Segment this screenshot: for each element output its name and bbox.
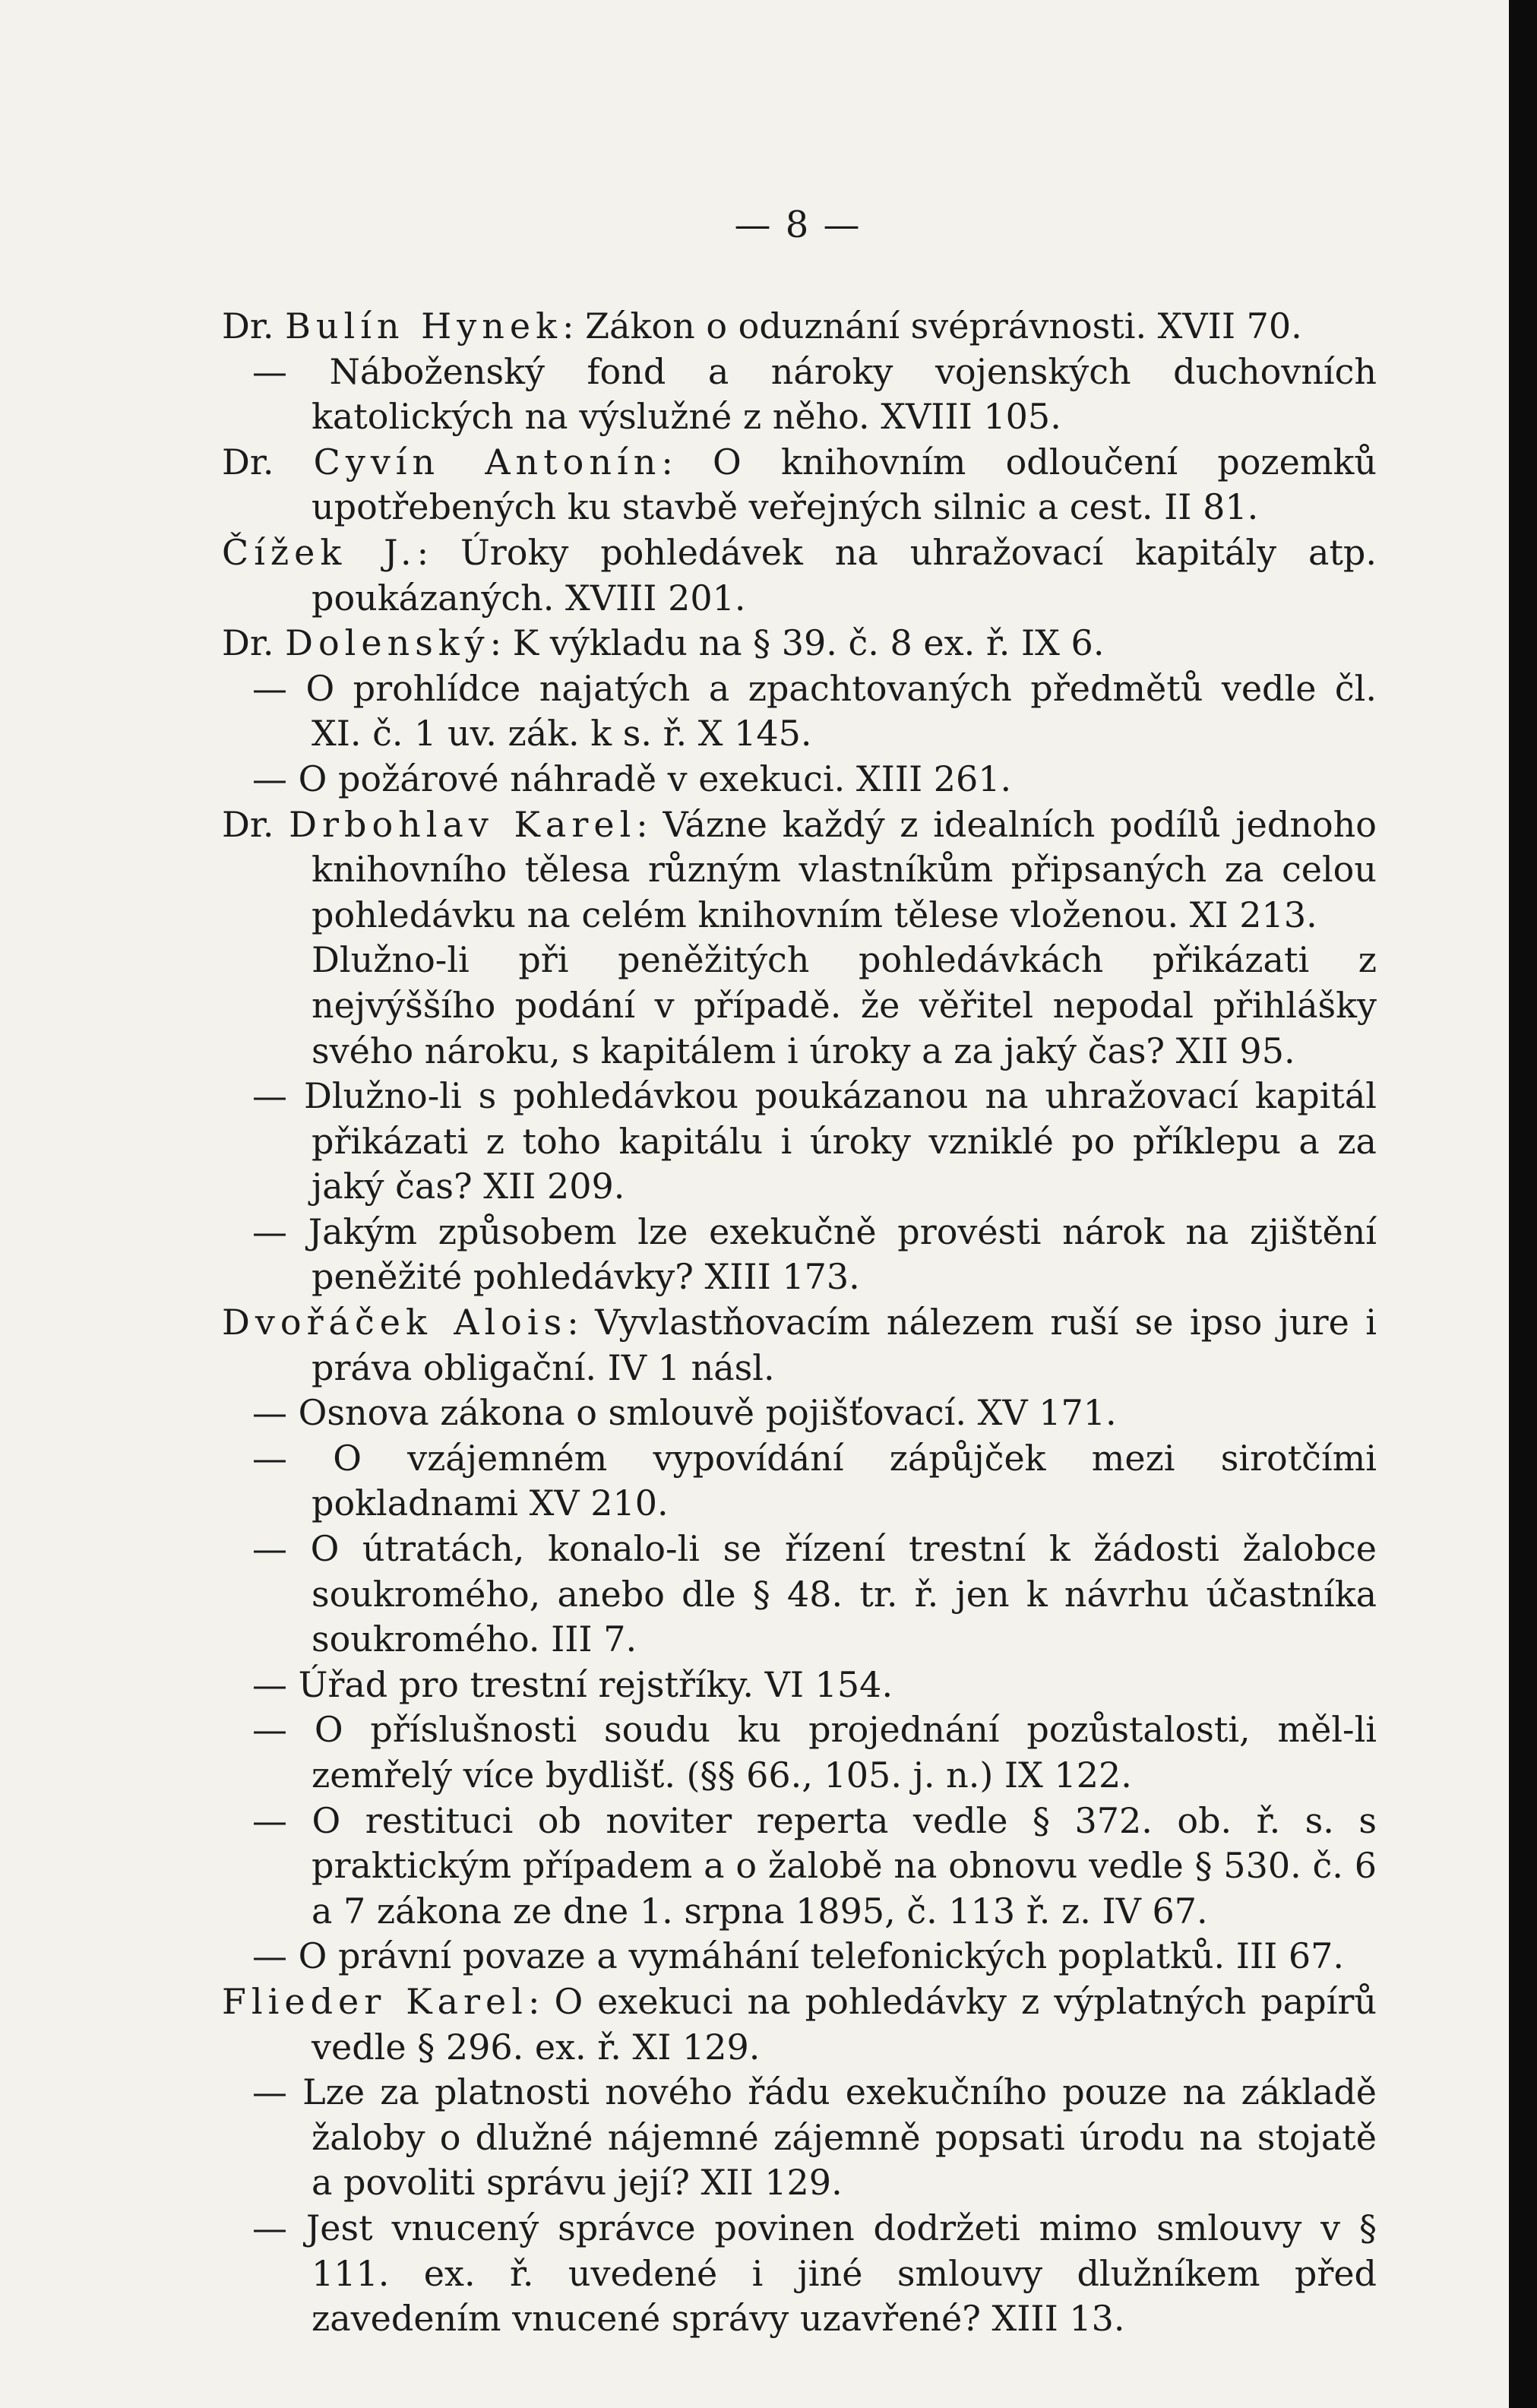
entry-text: Dlužno-li s pohledávkou poukázanou na uhražovací kapitál přikázati z toho kapitálu i úroky vzniklé po příklepu a za jaký čas? XII 209. [303, 1075, 1377, 1207]
entry-dash: — [252, 1210, 308, 1252]
author-index [222, 304, 1377, 2342]
entry-text: Náboženský fond a nároky vojenských duchovních katolických na výslužné z něho. XVIII 105. [312, 350, 1377, 438]
index-entry-continuation [222, 1074, 1377, 1210]
entry-text: : O knihovním odloučení pozemků upotřebených ku stavbě veřejných silnic a cest. II 81. [312, 441, 1377, 528]
entry-prefix: Dr. [222, 441, 314, 483]
entry-dash: — [252, 1663, 299, 1705]
entry-prefix: Dr. [222, 305, 286, 346]
entry-text: O prohlídce najatých a zpachtovaných předmětů vedle čl. XI. č. 1 uv. zák. k s. ř. X 145. [305, 667, 1377, 755]
index-entry-continuation [222, 1799, 1377, 1935]
index-entry-continuation [222, 350, 1377, 440]
author-name: Čížek J. [222, 531, 417, 573]
entry-dash: — [252, 1528, 311, 1570]
entry-text: : Vázne každý z idealních podílů jednoho knihovního tělesa různým vlastníkům připsaných za celou pohledávku na celém knihovním tělese vloženou. XI 213. [312, 803, 1377, 935]
entry-dash: — [252, 1799, 312, 1841]
entry-prefix: Dr. [222, 622, 286, 664]
index-entry-continuation [222, 938, 1377, 1074]
entry-text: O vzájemném vypovídání zápůjček mezi sirotčími pokladnami XV 210. [312, 1437, 1377, 1524]
author-name: Dolenský [285, 622, 490, 664]
entry-dash: — [252, 350, 330, 392]
entry-dash: — [252, 1392, 299, 1434]
index-entry-continuation [222, 1391, 1377, 1436]
entry-text: : K výkladu na § 39. č. 8 ex. ř. IX 6. [489, 622, 1105, 664]
index-entry [222, 440, 1377, 530]
index-entry-continuation [222, 1663, 1377, 1708]
index-entry-continuation [222, 1707, 1377, 1798]
index-entry [222, 530, 1377, 621]
entry-text: : Úroky pohledávek na uhražovací kapitály atp. poukázaných. XVIII 201. [312, 531, 1377, 619]
entry-dash: — [252, 1935, 299, 1977]
entry-text: Dlužno-li při peněžitých pohledávkách přikázati z nejvýššího podání v případě. že věřitel nepodal přihlášky svého nároku, s kapitálem i úroky a za jaký čas? XII 95. [312, 939, 1377, 1071]
entry-text: : Vyvlastňovacím nálezem ruší se ipso jure i práva obligační. IV 1 násl. [312, 1302, 1377, 1388]
entry-prefix: Dr. [222, 803, 289, 845]
entry-text: Úřad pro trestní rejstříky. VI 154. [298, 1663, 893, 1705]
entry-text: : Zákon o oduznání svéprávnosti. XVII 70. [562, 305, 1302, 346]
index-entry [222, 304, 1377, 350]
page-number: — 8 — [734, 204, 862, 246]
entry-dash: — [252, 758, 299, 799]
index-entry [222, 802, 1377, 938]
entry-dash: — [252, 2207, 306, 2248]
entry-text: O útratách, konalo-li se řízení trestní k žádosti žalobce soukromého, anebo dle § 48. tr. ř. jen k návrhu účastníka soukromého. III 7. [310, 1528, 1377, 1660]
index-entry-continuation [222, 2070, 1377, 2206]
entry-dash: — [252, 1075, 304, 1117]
index-entry-continuation [222, 2206, 1377, 2342]
author-name: Drbohlav Karel [289, 803, 637, 845]
index-entry-continuation [222, 1436, 1377, 1527]
entry-text: Jest vnucený správce povinen dodržeti mimo smlouvy v § 111. ex. ř. uvedené i jiné smlouvy dlužníkem před zavedením vnucené správy uzavřené? XIII 13. [305, 2207, 1377, 2340]
entry-dash: — [252, 2071, 303, 2113]
entry-text: : O exekuci na pohledávky z výplatných papírů vedle § 296. ex. ř. XI 129. [312, 1980, 1377, 2068]
entry-dash: — [252, 667, 306, 709]
index-entry-continuation [222, 666, 1377, 757]
index-entry-continuation [222, 1527, 1377, 1663]
index-entry-continuation [222, 757, 1377, 802]
entry-text: O požárové náhradě v exekuci. XIII 261. [298, 758, 1012, 799]
entry-text: O právní povaze a vymáhání telefonických poplatků. III 67. [298, 1935, 1345, 1977]
entry-dash: — [252, 1709, 315, 1751]
author-name: Dvořáček Alois [222, 1302, 568, 1343]
index-entry-continuation [222, 1210, 1377, 1300]
author-name: Cyvín Antonín [313, 441, 662, 483]
author-name: Flieder Karel [222, 1980, 528, 2022]
entry-text: Lze za platnosti nového řádu exekučního pouze na základě žaloby o dlužné nájemné zájemně popsati úrodu na stojatě a povoliti správu její? XII 129. [302, 2071, 1377, 2204]
entry-text: O příslušnosti soudu ku projednání pozůstalosti, měl-li zemřelý více bydlišť. (§§ 66., 105. j. n.) IX 122. [312, 1709, 1377, 1796]
entry-text: O restituci ob noviter reperta vedle § 372. ob. ř. s. s praktickým případem a o žalobě na obnovu vedle § 530. č. 6 a 7 zákona ze dne 1. srpna 1895, č. 113 ř. z. IV 67. [312, 1799, 1377, 1932]
entry-text: Jakým způsobem lze exekučně provésti nárok na zjištění peněžité pohledávky? XIII 173. [308, 1210, 1377, 1298]
scan-edge [1509, 0, 1537, 2408]
index-entry [222, 621, 1377, 666]
index-entry [222, 1300, 1377, 1391]
index-entry-continuation [222, 1934, 1377, 1979]
entry-dash: — [252, 1437, 334, 1479]
author-name: Bulín Hynek [285, 305, 562, 346]
index-entry [222, 1979, 1377, 2070]
entry-text: Osnova zákona o smlouvě pojišťovací. XV 171. [298, 1392, 1117, 1434]
